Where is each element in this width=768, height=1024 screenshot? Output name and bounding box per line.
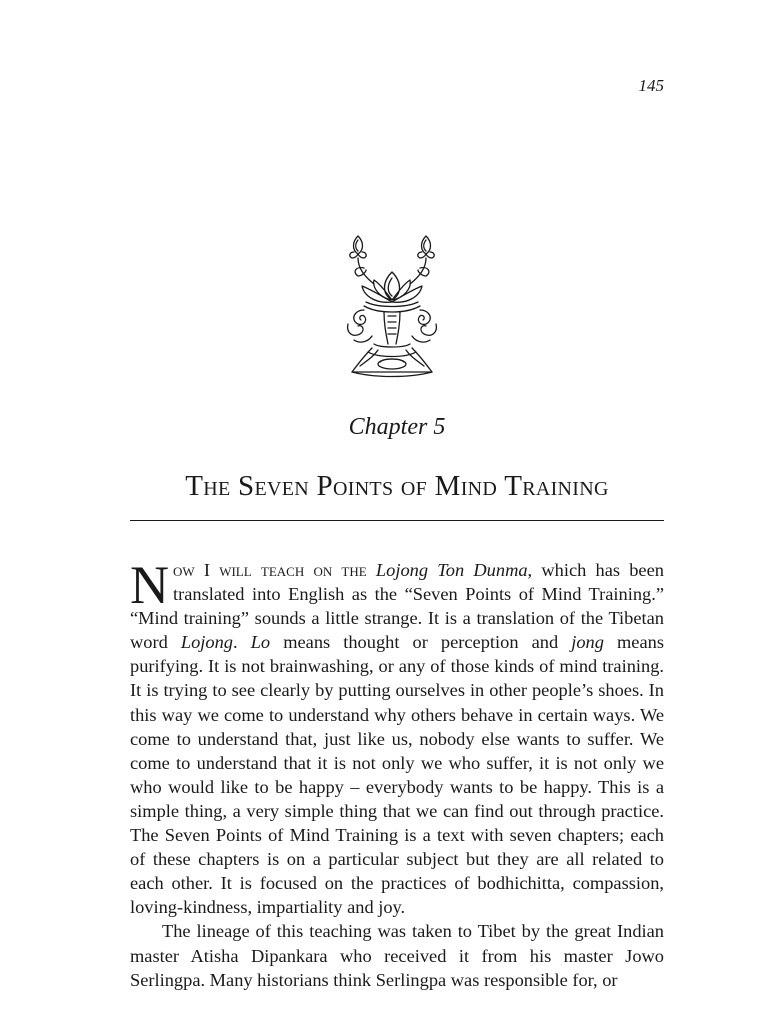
work-title: Lojong Ton Dunma: [375, 560, 528, 580]
lead-in-smallcaps: ow I will teach on the: [173, 560, 367, 580]
drop-cap: N: [130, 555, 169, 615]
text-run: , which has been translated into English as the “Seven Points of Mind Training.” “Mind training” sounds a little strange. It is a translation of the Tibetan word: [130, 560, 664, 653]
lotus-ornament-icon: [344, 232, 440, 378]
text-run: means thought or perception and: [283, 632, 559, 653]
title-divider: [130, 520, 664, 521]
body-text: [130, 555, 664, 992]
chapter-title: The Seven Points of Mind Training: [185, 470, 609, 502]
chapter-label: Chapter 5: [348, 414, 446, 440]
paragraph: The lineage of this teaching was taken to Tibet by the great Indian master Atisha Dipankara who received it from his master Jowo Serlingpa. Many historians think Serlingpa was responsible for, or: [130, 921, 664, 990]
term-lo: Lo: [250, 632, 271, 653]
page-number: 145: [638, 76, 664, 95]
text-run: .: [233, 632, 238, 653]
term-jong: jong: [571, 632, 604, 653]
text-run: means purifying. It is not brainwashing, or any of those kinds of mind training. It is trying to see clearly by putting ourselves in other people’s shoes. In this way we come to understand why others behave in certain ways. We come to understand that, just like us, nobody else wants to suffer. We come to understand that it is not only we who suffer, it is not only we who would like to be happy – everybody wants to be happy. This is a simple thing, a very simple thing that we can find out through practice. The Seven Points of Mind Training is a text with seven chapters; each of these chapters is on a particular subject but they are all related to each other. It is focused on the practices of bodhichitta, compassion, loving-kindness, impartiality and joy.: [130, 632, 664, 918]
paragraph: [130, 555, 664, 919]
term-lojong: Lojong: [180, 632, 233, 653]
